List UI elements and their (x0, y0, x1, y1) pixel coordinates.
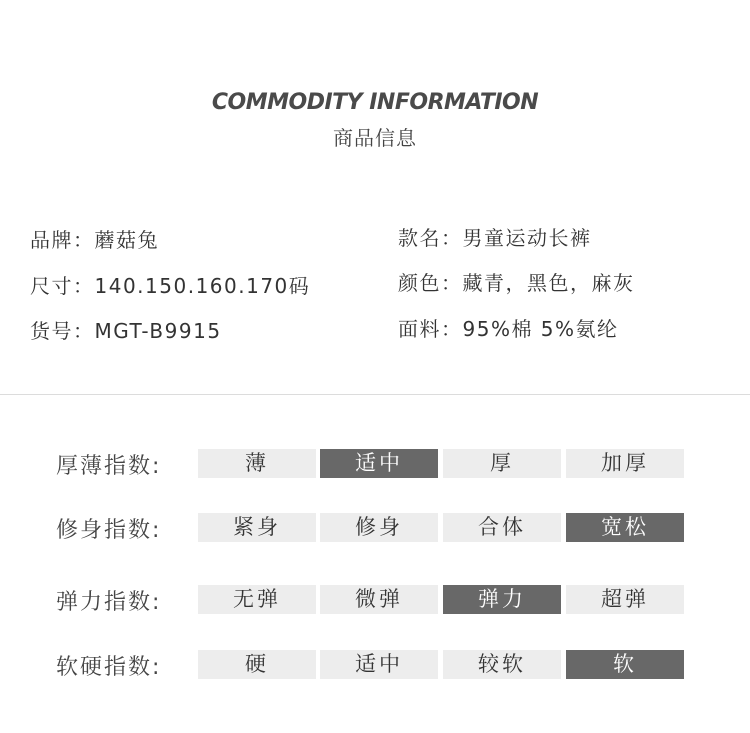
info-color-label: 颜色： (398, 271, 463, 295)
info-brand-label: 品牌： (30, 228, 95, 252)
index-option: 较软 (443, 650, 561, 679)
info-item-no (30, 315, 222, 344)
info-size (30, 270, 310, 299)
info-color-value: 藏青，黑色，麻灰 (462, 271, 635, 295)
index-label: 修身指数: (56, 518, 162, 543)
index-option: 微弹 (320, 585, 438, 614)
index-option: 无弹 (198, 585, 316, 614)
heading-chinese: 商品信息 (333, 126, 417, 150)
index-option: 软 (566, 650, 684, 679)
info-brand-value: 蘑菇兔 (94, 228, 159, 252)
info-style (398, 222, 592, 251)
index-label: 软硬指数: (56, 655, 162, 680)
info-size-value: 140.150.160.170码 (94, 274, 311, 298)
index-option: 硬 (198, 650, 316, 679)
index-option: 弹力 (443, 585, 561, 614)
index-option: 超弹 (566, 585, 684, 614)
index-option: 加厚 (566, 449, 684, 478)
index-option: 薄 (198, 449, 316, 478)
index-option: 厚 (443, 449, 561, 478)
heading-english: COMMODITY INFORMATION (211, 90, 539, 115)
index-label: 弹力指数: (56, 590, 162, 615)
info-fabric (398, 313, 619, 342)
info-style-label: 款名： (398, 226, 463, 250)
index-option: 适中 (320, 449, 438, 478)
index-option: 修身 (320, 513, 438, 542)
info-brand (30, 224, 159, 253)
index-option: 合体 (443, 513, 561, 542)
info-style-value: 男童运动长裤 (462, 226, 592, 250)
index-label: 厚薄指数: (56, 454, 162, 479)
index-option: 适中 (320, 650, 438, 679)
info-item-no-value: MGT-B9915 (94, 319, 222, 343)
info-color (398, 267, 635, 296)
info-size-label: 尺寸： (30, 274, 95, 298)
info-fabric-value: 95%棉 5%氨纶 (462, 317, 619, 341)
section-divider (0, 394, 750, 395)
info-item-no-label: 货号： (30, 319, 95, 343)
info-fabric-label: 面料： (398, 317, 463, 341)
index-option: 宽松 (566, 513, 684, 542)
index-option: 紧身 (198, 513, 316, 542)
